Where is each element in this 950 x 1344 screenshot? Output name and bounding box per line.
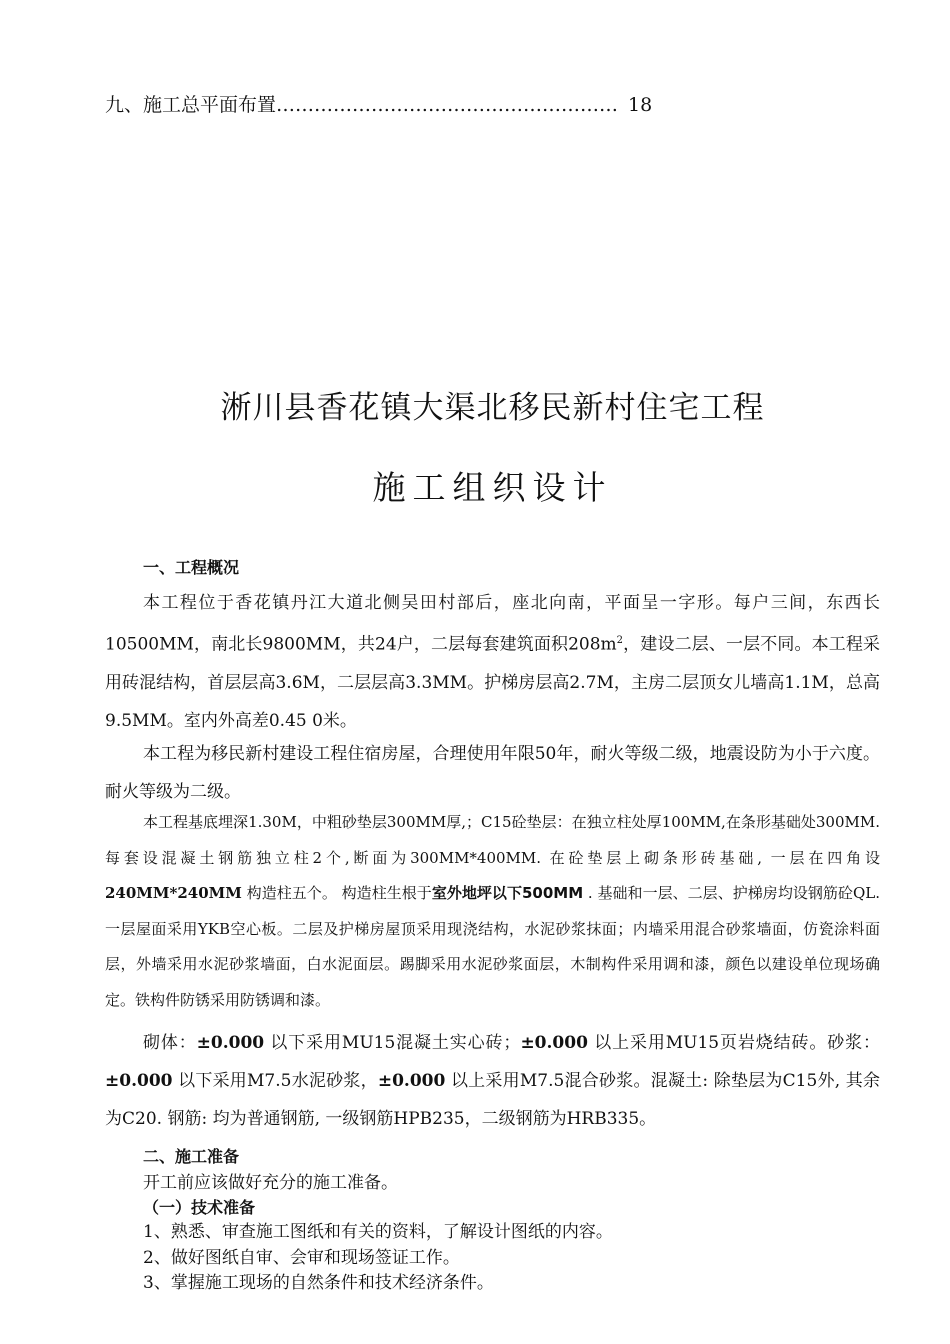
section-heading-preparation: 二、施工准备 [143,1147,240,1166]
paragraph-text: 本工程基底埋深1.30M，中粗砂垫层300MM厚,；C15砼垫层：在独立柱处厚100MM,在条形基础处300MM. 每套设混凝土钢筋独立柱2个,断面为300MM*400MM. 在砼垫层上砌条形砖基础, 一层在四角设 [105,813,880,867]
bold-text: ±0.000 [105,1071,173,1091]
list-item: 1、熟悉、审查施工图纸和有关的资料，了解设计图纸的内容。 [143,1222,613,1242]
bold-text: 240MM*240MM [105,884,242,902]
paragraph-materials [105,1024,880,1138]
toc-page-number: 18 [628,94,653,116]
paragraph-text: 以上采用MU15页岩烧结砖。砂浆： [587,1033,880,1053]
paragraph-text: . 基础和一层、二层、护梯房均设钢筋砼QL. 一层屋面采用YKB空心板。二层及护梯房屋顶采用现浇结构，水泥砂浆抹面；内墙采用混合砂浆墙面，仿瓷涂料面层，外墙采用水泥砂浆墙面，白水泥面层。踢脚采用水泥砂浆面层，木制构件采用调和漆，颜色以建设单位现场确定。铁构件防锈采用防锈调和漆。 [105,884,880,1009]
paragraph-foundation [105,805,880,1018]
subsection-heading-technical: （一）技术准备 [143,1198,256,1217]
paragraph-text: 构造柱五个。 构造柱生根于 [241,884,432,902]
bold-text: ±0.000 [196,1033,265,1053]
bold-text: ±0.000 [520,1033,588,1053]
paragraph-text: 砌体： [143,1033,197,1053]
paragraph-text: 以上采用M7.5混合砂浆。混凝土: 除垫层为C15外, 其余为C20. 钢筋: 均为普通钢筋, 一级钢筋HPB235，二级钢筋为HRB335。 [105,1071,880,1129]
toc-item-label: 九、施工总平面布置 [105,94,277,116]
bold-text: ±0.000 [377,1071,446,1091]
toc-leader-dots: ……………………………………………… [276,94,619,116]
toc-entry [105,90,652,117]
list-item: 2、做好图纸自审、会审和现场签证工作。 [143,1248,460,1268]
superscript: 2 [616,635,624,646]
section-heading-overview: 一、工程概况 [143,558,240,577]
paragraph-text: 以下采用MU15混凝土实心砖； [264,1033,521,1053]
preparation-intro: 开工前应该做好充分的施工准备。 [143,1173,398,1193]
document-subtitle: 施工组织设计 [372,468,613,507]
paragraph-text: 本工程位于香花镇丹江大道北侧吴田村部后，座北向南，平面呈一字形。每户三间，东西长10500MM，南北长9800MM，共24户，二层每套建筑面积208m [105,593,880,655]
paragraph-usage: 本工程为移民新村建设工程住宿房屋，合理使用年限50年，耐火等级二级，地震设防为小于六度。耐火等级为二级。 [105,744,880,802]
paragraph-text: ，建设二层、一层不同。本工程采用砖混结构，首层层高3.6M，二层层高3.3MM。护梯房层高2.7M，主房二层顶女儿墙高1.1M，总高9.5MM。室内外高差0.45 0米。 [105,634,881,731]
list-item: 3、掌握施工现场的自然条件和技术经济条件。 [143,1273,494,1293]
bold-text: 室外地坪以下500MM [431,884,584,902]
paragraph-text: 以下采用M7.5水泥砂浆， [172,1071,378,1091]
paragraph-location [105,584,880,740]
document-title: 淅川县香花镇大渠北移民新村住宅工程 [220,390,765,426]
